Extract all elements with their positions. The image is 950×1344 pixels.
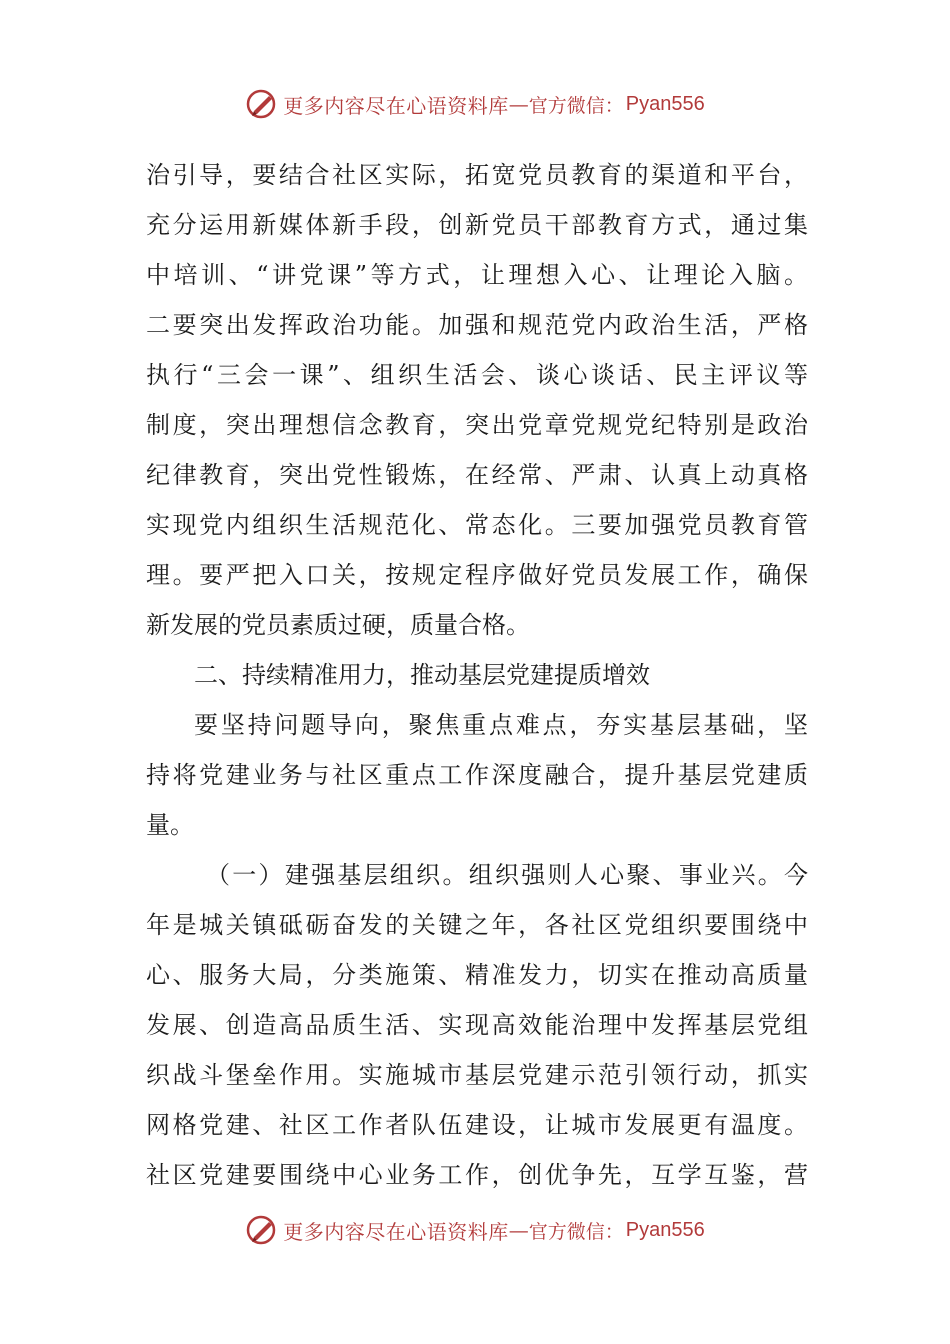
watermark-label: 官方微信： xyxy=(528,94,624,117)
watermark-dash: — xyxy=(508,1218,529,1242)
watermark-label: 官方微信： xyxy=(528,1220,624,1243)
text-line: 要坚持问题导向，聚焦重点难点，夯实基层基础，坚 xyxy=(194,711,808,739)
text-line: 心、服务大局，分类施策、精准发力，切实在推动高质量 xyxy=(146,961,808,989)
text-line: 制度，突出理想信念教育，突出党章党规党纪特别是政治 xyxy=(146,411,808,439)
watermark-wechat-id: Pyan556 xyxy=(625,92,705,115)
watermark-site-text: 更多内容尽在心语资料库 xyxy=(283,1219,509,1244)
text-line: 新发展的党员素质过硬，质量合格。 xyxy=(146,611,530,639)
text-line: 治引导，要结合社区实际，拓宽党员教育的渠道和平台， xyxy=(146,161,808,189)
pen-logo-icon xyxy=(245,1213,279,1247)
text-line: 网格党建、社区工作者队伍建设，让城市发展更有温度。 xyxy=(146,1111,808,1139)
text-line: 理。要严把入口关，按规定程序做好党员发展工作，确保 xyxy=(146,561,808,589)
text-line: 二要突出发挥政治功能。加强和规范党内政治生活，严格 xyxy=(146,311,808,339)
text-line: 年是城关镇砥砺奋发的关键之年，各社区党组织要围绕中 xyxy=(146,911,808,939)
text-line: 发展、创造高品质生活、实现高效能治理中发挥基层党组 xyxy=(146,1011,808,1039)
watermark-site-text: 更多内容尽在心语资料库 xyxy=(283,93,509,118)
text-line: 执行“三会一课”、组织生活会、谈心谈话、民主评议等 xyxy=(146,361,808,389)
text-line: 中培训、“讲党课”等方式，让理想入心、让理论入脑。 xyxy=(146,261,808,289)
watermark-wechat-id: Pyan556 xyxy=(625,1218,705,1241)
document-body xyxy=(146,150,808,1200)
watermark-banner-bottom xyxy=(0,1210,950,1250)
subsection-line: （一）建强基层组织。组织强则人心聚、事业兴。今 xyxy=(206,861,808,889)
pen-logo-icon xyxy=(245,87,279,121)
text-line: 纪律教育，突出党性锻炼，在经常、严肃、认真上动真格 xyxy=(146,461,808,489)
section-heading: 二、持续精准用力，推动基层党建提质增效 xyxy=(194,661,650,689)
text-line: 量。 xyxy=(146,811,194,839)
watermark-banner-top xyxy=(0,84,950,124)
text-line: 实现党内组织生活规范化、常态化。三要加强党员教育管 xyxy=(146,511,808,539)
text-line: 织战斗堡垒作用。实施城市基层党建示范引领行动，抓实 xyxy=(146,1061,808,1089)
text-line: 持将党建业务与社区重点工作深度融合，提升基层党建质 xyxy=(146,761,808,789)
text-line: 充分运用新媒体新手段，创新党员干部教育方式，通过集 xyxy=(146,211,808,239)
watermark-dash: — xyxy=(508,92,529,116)
text-line: 社区党建要围绕中心业务工作，创优争先，互学互鉴，营 xyxy=(146,1161,808,1189)
